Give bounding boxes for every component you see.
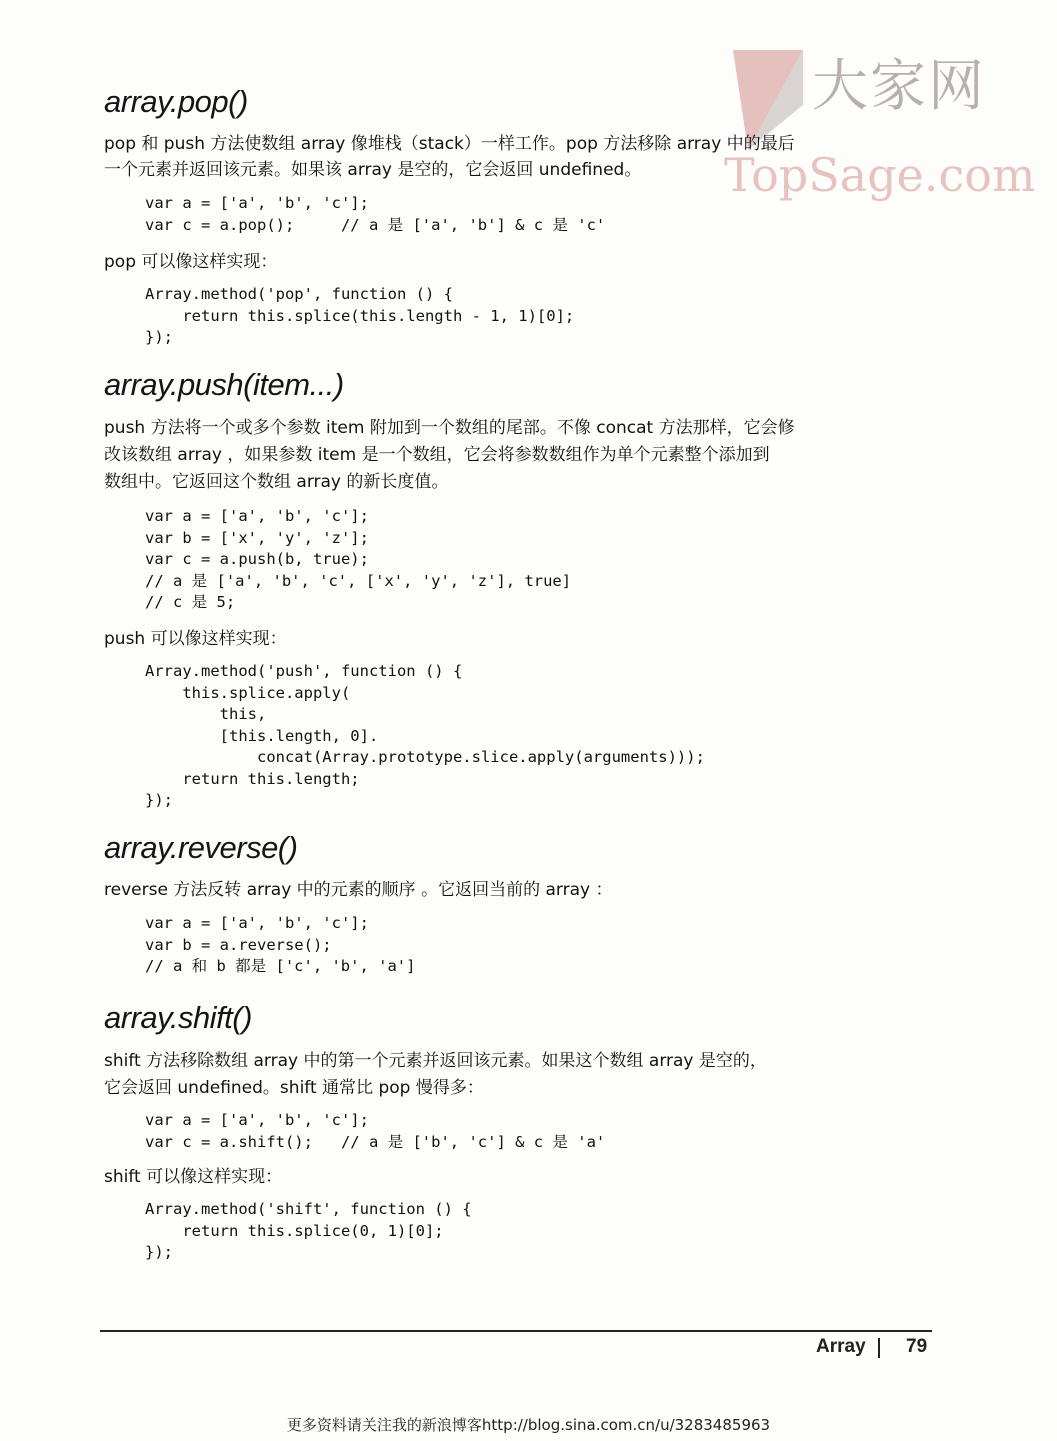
watermark-brand-en: TopSage.com	[724, 148, 1036, 202]
code-block: Array.method('shift', function () { return this.splice(0, 1)[0]; });	[145, 1200, 472, 1261]
paragraph-line: 它会返回 undefined。shift 通常比 pop 慢得多：	[104, 1078, 484, 1098]
section-heading-push: array.push(item...)	[104, 367, 344, 402]
code-block: var a = ['a', 'b', 'c']; var b = a.reverse(); // a 和 b 都是 ['c', 'b', 'a']	[145, 914, 416, 975]
paragraph-line: shift 可以像这样实现：	[104, 1167, 283, 1187]
paragraph-line: pop 和 push 方法使数组 array 像堆栈（stack）一样工作。pop 方法移除 array 中的最后	[104, 134, 795, 154]
paragraph-line: 改该数组 array ，如果参数 item 是一个数组，它会将参数数组作为单个元素整个添加到	[104, 445, 770, 465]
footer-rule	[100, 1330, 932, 1332]
section-heading-reverse: array.reverse()	[104, 830, 298, 865]
paragraph-line: push 可以像这样实现：	[104, 629, 287, 649]
code-block: Array.method('push', function () { this.splice.apply( this, [this.length, 0]. concat(Array.prototype.slice.apply(arguments))); return this.length; });	[145, 662, 705, 809]
watermark-brand-cn: 大家网	[812, 54, 986, 119]
code-block: Array.method('pop', function () { return this.splice(this.length - 1, 1)[0]; });	[145, 285, 575, 346]
code-block: var a = ['a', 'b', 'c']; var c = a.pop(); // a 是 ['a', 'b'] & c 是 'c'	[145, 194, 606, 234]
bottom-note: 更多资料请关注我的新浪博客http://blog.sina.com.cn/u/3283485963	[286, 1416, 771, 1434]
paragraph-line: reverse 方法反转 array 中的元素的顺序 。它返回当前的 array ：	[104, 880, 613, 900]
section-heading-shift: array.shift()	[104, 1000, 252, 1035]
paragraph-line: shift 方法移除数组 array 中的第一个元素并返回该元素。如果这个数组 array 是空的，	[104, 1051, 767, 1071]
paragraph-line: push 方法将一个或多个参数 item 附加到一个数组的尾部。不像 concat 方法那样，它会修	[104, 418, 795, 438]
code-block: var a = ['a', 'b', 'c']; var b = ['x', 'y', 'z']; var c = a.push(b, true); // a 是 ['a', 'b', 'c', ['x', 'y', 'z'], true] // c 是 5;	[145, 507, 572, 611]
paragraph-line: 一个元素并返回该元素。如果该 array 是空的，它会返回 undefined。	[104, 160, 642, 180]
code-block: var a = ['a', 'b', 'c']; var c = a.shift(); // a 是 ['b', 'c'] & c 是 'a'	[145, 1111, 606, 1151]
footer-separator	[878, 1338, 880, 1358]
paragraph-line: 数组中。它返回这个数组 array 的新长度值。	[104, 472, 449, 492]
footer-section-title: Array	[816, 1336, 866, 1357]
section-heading-pop: array.pop()	[104, 84, 248, 119]
paragraph-line: pop 可以像这样实现：	[104, 252, 278, 272]
page-number: 79	[906, 1336, 928, 1357]
